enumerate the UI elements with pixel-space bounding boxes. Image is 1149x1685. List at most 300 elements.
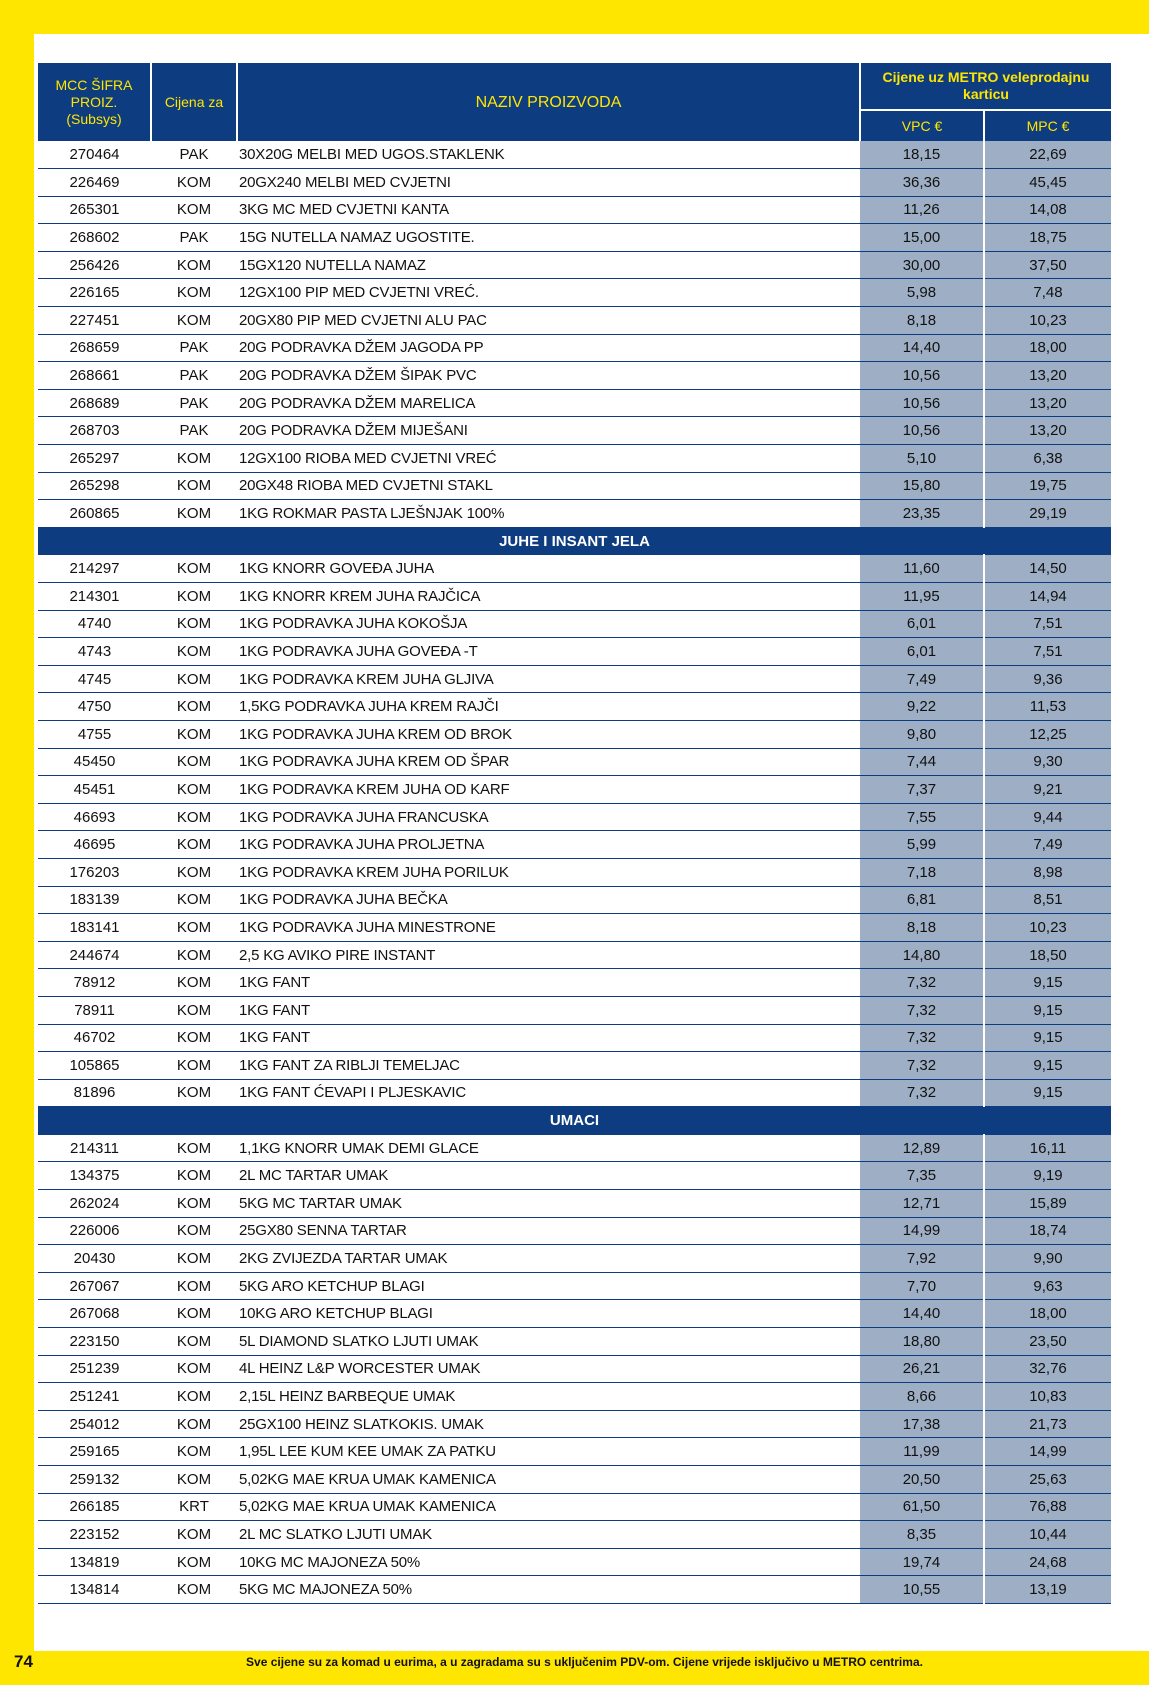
product-name: 10KG MC MAJONEZA 50%: [237, 1548, 860, 1576]
unit-column-header: Cijena za: [151, 63, 237, 141]
table-row: [38, 1328, 1111, 1356]
price-unit: PAK: [151, 389, 237, 417]
product-code: 46695: [38, 831, 151, 859]
table-row: [38, 1493, 1111, 1521]
product-code: 4755: [38, 720, 151, 748]
table-row: [38, 1052, 1111, 1080]
vpc-price: 14,40: [860, 334, 984, 362]
mpc-price: 18,50: [984, 941, 1111, 969]
vpc-price: 10,56: [860, 389, 984, 417]
mpc-price: 8,51: [984, 886, 1111, 914]
product-name: 5,02KG MAE KRUA UMAK KAMENICA: [237, 1493, 860, 1521]
price-unit: KOM: [151, 1328, 237, 1356]
price-unit: KOM: [151, 1134, 237, 1162]
mpc-price: 7,51: [984, 610, 1111, 638]
product-name: 15GX120 NUTELLA NAMAZ: [237, 251, 860, 279]
price-unit: PAK: [151, 417, 237, 445]
price-unit: KOM: [151, 996, 237, 1024]
product-code: 4745: [38, 665, 151, 693]
vpc-price: 61,50: [860, 1493, 984, 1521]
product-code: 262024: [38, 1190, 151, 1218]
mpc-price: 9,21: [984, 776, 1111, 804]
product-code: 46693: [38, 803, 151, 831]
price-unit: KOM: [151, 941, 237, 969]
mpc-price: 9,15: [984, 996, 1111, 1024]
vpc-price: 5,98: [860, 279, 984, 307]
footer-note: Sve cijene su za komad u eurima, a u zagradama su s uključenim PDV-om. Cijene vrijede isključivo u METRO centrima.: [246, 1655, 923, 1669]
table-row: [38, 1383, 1111, 1411]
product-name: 20GX80 PIP MED CVJETNI ALU PAC: [237, 307, 860, 335]
vpc-price: 15,00: [860, 224, 984, 252]
price-unit: KOM: [151, 1355, 237, 1383]
vpc-price: 6,81: [860, 886, 984, 914]
mpc-price: 25,63: [984, 1466, 1111, 1494]
vpc-price: 5,99: [860, 831, 984, 859]
price-unit: KOM: [151, 1521, 237, 1549]
product-code: 251241: [38, 1383, 151, 1411]
price-unit: KOM: [151, 583, 237, 611]
table-row: [38, 886, 1111, 914]
product-code: 260865: [38, 500, 151, 528]
price-unit: KOM: [151, 1466, 237, 1494]
mpc-price: 7,49: [984, 831, 1111, 859]
table-row: [38, 500, 1111, 528]
product-name: 1,1KG KNORR UMAK DEMI GLACE: [237, 1134, 860, 1162]
price-unit: KOM: [151, 1410, 237, 1438]
mpc-price: 9,15: [984, 1052, 1111, 1080]
table-row: [38, 169, 1111, 197]
price-unit: KOM: [151, 858, 237, 886]
vpc-price: 7,55: [860, 803, 984, 831]
mpc-price: 10,23: [984, 307, 1111, 335]
mpc-price: 13,20: [984, 362, 1111, 390]
vpc-price: 14,40: [860, 1300, 984, 1328]
price-unit: KOM: [151, 1190, 237, 1218]
price-unit: PAK: [151, 362, 237, 390]
price-unit: KOM: [151, 776, 237, 804]
product-code: 214311: [38, 1134, 151, 1162]
product-name: 1KG FANT ĆEVAPI I PLJESKAVIC: [237, 1079, 860, 1107]
vpc-price: 7,18: [860, 858, 984, 886]
table-header: [38, 63, 1111, 141]
product-name: 3KG MC MED CVJETNI KANTA: [237, 196, 860, 224]
product-name: 12GX100 RIOBA MED CVJETNI VREĆ: [237, 445, 860, 473]
table-row: [38, 969, 1111, 997]
mpc-price: 23,50: [984, 1328, 1111, 1356]
mpc-price: 14,99: [984, 1438, 1111, 1466]
product-code: 226469: [38, 169, 151, 197]
table-row: [38, 693, 1111, 721]
vpc-price: 7,44: [860, 748, 984, 776]
product-name: 15G NUTELLA NAMAZ UGOSTITE.: [237, 224, 860, 252]
product-name: 2KG ZVIJEZDA TARTAR UMAK: [237, 1245, 860, 1273]
product-code: 4743: [38, 638, 151, 666]
product-code: 266185: [38, 1493, 151, 1521]
product-name: 20G PODRAVKA DŽEM JAGODA PP: [237, 334, 860, 362]
table-row: [38, 1190, 1111, 1218]
mpc-price: 10,23: [984, 914, 1111, 942]
vpc-price: 7,35: [860, 1162, 984, 1190]
product-code: 20430: [38, 1245, 151, 1273]
price-unit: KOM: [151, 610, 237, 638]
product-code: 214297: [38, 555, 151, 583]
table-row: [38, 996, 1111, 1024]
price-unit: KOM: [151, 886, 237, 914]
vpc-price: 14,80: [860, 941, 984, 969]
product-name: 1KG PODRAVKA JUHA BEČKA: [237, 886, 860, 914]
table-row: [38, 1576, 1111, 1604]
mpc-price: 24,68: [984, 1548, 1111, 1576]
table-row: [38, 196, 1111, 224]
product-code: 183141: [38, 914, 151, 942]
product-name: 2L MC SLATKO LJUTI UMAK: [237, 1521, 860, 1549]
vpc-price: 5,10: [860, 445, 984, 473]
table-row: [38, 1355, 1111, 1383]
product-name: 1KG FANT ZA RIBLJI TEMELJAC: [237, 1052, 860, 1080]
vpc-price: 6,01: [860, 610, 984, 638]
table-row: [38, 251, 1111, 279]
vpc-price: 12,71: [860, 1190, 984, 1218]
product-name: 20G PODRAVKA DŽEM MIJEŠANI: [237, 417, 860, 445]
price-unit: KOM: [151, 251, 237, 279]
product-name: 1,5KG PODRAVKA JUHA KREM RAJČI: [237, 693, 860, 721]
section-title: UMACI: [38, 1107, 1111, 1135]
product-name: 1KG PODRAVKA JUHA MINESTRONE: [237, 914, 860, 942]
product-name: 1KG PODRAVKA JUHA PROLJETNA: [237, 831, 860, 859]
table-row: [38, 1466, 1111, 1494]
table-row: [38, 1300, 1111, 1328]
mpc-price: 18,74: [984, 1217, 1111, 1245]
product-name: 1KG PODRAVKA KREM JUHA OD KARF: [237, 776, 860, 804]
table-row: [38, 1272, 1111, 1300]
price-unit: PAK: [151, 224, 237, 252]
mpc-price: 11,53: [984, 693, 1111, 721]
table-row: [38, 141, 1111, 169]
vpc-price: 11,26: [860, 196, 984, 224]
mpc-price: 16,11: [984, 1134, 1111, 1162]
mpc-price: 18,75: [984, 224, 1111, 252]
price-unit: KRT: [151, 1493, 237, 1521]
vpc-price: 9,80: [860, 720, 984, 748]
vpc-price: 17,38: [860, 1410, 984, 1438]
mpc-price: 9,15: [984, 1079, 1111, 1107]
table-row: [38, 1134, 1111, 1162]
product-code: 45450: [38, 748, 151, 776]
product-name: 30X20G MELBI MED UGOS.STAKLENK: [237, 141, 860, 169]
vpc-price: 15,80: [860, 472, 984, 500]
price-unit: KOM: [151, 169, 237, 197]
product-code: 45451: [38, 776, 151, 804]
product-code: 259165: [38, 1438, 151, 1466]
vpc-price: 7,32: [860, 996, 984, 1024]
product-name: 1KG KNORR GOVEĐA JUHA: [237, 555, 860, 583]
price-group-header: Cijene uz METRO veleprodajnu karticu: [860, 63, 1111, 110]
mpc-price: 10,83: [984, 1383, 1111, 1411]
price-unit: KOM: [151, 1245, 237, 1273]
table-row: [38, 914, 1111, 942]
table-row: [38, 748, 1111, 776]
vpc-price: 11,95: [860, 583, 984, 611]
product-name: 1KG PODRAVKA JUHA KOKOŠJA: [237, 610, 860, 638]
table-row: [38, 941, 1111, 969]
mpc-price: 14,08: [984, 196, 1111, 224]
product-name: 1KG PODRAVKA KREM JUHA GLJIVA: [237, 665, 860, 693]
table-row: [38, 638, 1111, 666]
vpc-price: 7,32: [860, 1079, 984, 1107]
vpc-price: 10,55: [860, 1576, 984, 1604]
vpc-column-header: VPC €: [860, 110, 984, 141]
product-name: 2L MC TARTAR UMAK: [237, 1162, 860, 1190]
product-name: 20G PODRAVKA DŽEM ŠIPAK PVC: [237, 362, 860, 390]
product-code: 183139: [38, 886, 151, 914]
product-name: 1KG FANT: [237, 969, 860, 997]
product-code: 244674: [38, 941, 151, 969]
mpc-price: 9,30: [984, 748, 1111, 776]
vpc-price: 11,60: [860, 555, 984, 583]
table-row: [38, 279, 1111, 307]
table-row: [38, 858, 1111, 886]
product-code: 78912: [38, 969, 151, 997]
mpc-price: 10,44: [984, 1521, 1111, 1549]
table-row: [38, 1410, 1111, 1438]
price-unit: KOM: [151, 1300, 237, 1328]
product-code: 4750: [38, 693, 151, 721]
mpc-price: 9,63: [984, 1272, 1111, 1300]
vpc-price: 7,37: [860, 776, 984, 804]
vpc-price: 8,66: [860, 1383, 984, 1411]
mpc-price: 15,89: [984, 1190, 1111, 1218]
price-unit: KOM: [151, 1548, 237, 1576]
price-unit: KOM: [151, 1052, 237, 1080]
vpc-price: 10,56: [860, 362, 984, 390]
product-name: 1KG ROKMAR PASTA LJEŠNJAK 100%: [237, 500, 860, 528]
product-code: 268659: [38, 334, 151, 362]
price-unit: KOM: [151, 1024, 237, 1052]
vpc-price: 12,89: [860, 1134, 984, 1162]
vpc-price: 9,22: [860, 693, 984, 721]
vpc-price: 7,92: [860, 1245, 984, 1273]
mpc-price: 19,75: [984, 472, 1111, 500]
product-name: 10KG ARO KETCHUP BLAGI: [237, 1300, 860, 1328]
price-unit: KOM: [151, 1217, 237, 1245]
product-name: 25GX80 SENNA TARTAR: [237, 1217, 860, 1245]
table-row: [38, 555, 1111, 583]
price-unit: KOM: [151, 1438, 237, 1466]
mpc-price: 13,20: [984, 417, 1111, 445]
product-code: 254012: [38, 1410, 151, 1438]
price-unit: KOM: [151, 500, 237, 528]
product-code: 256426: [38, 251, 151, 279]
product-name: 20G PODRAVKA DŽEM MARELICA: [237, 389, 860, 417]
vpc-price: 20,50: [860, 1466, 984, 1494]
mpc-price: 9,15: [984, 1024, 1111, 1052]
product-name: 1,95L LEE KUM KEE UMAK ZA PATKU: [237, 1438, 860, 1466]
vpc-price: 18,15: [860, 141, 984, 169]
price-unit: KOM: [151, 831, 237, 859]
table-body: [38, 141, 1111, 1603]
table-row: [38, 665, 1111, 693]
mpc-price: 7,51: [984, 638, 1111, 666]
product-name: 1KG FANT: [237, 996, 860, 1024]
table-row: [38, 803, 1111, 831]
product-name: 5KG MC TARTAR UMAK: [237, 1190, 860, 1218]
table-row: [38, 389, 1111, 417]
product-name: 20GX48 RIOBA MED CVJETNI STAKL: [237, 472, 860, 500]
price-unit: KOM: [151, 1383, 237, 1411]
mpc-price: 9,15: [984, 969, 1111, 997]
product-code: 4740: [38, 610, 151, 638]
mpc-price: 18,00: [984, 1300, 1111, 1328]
mpc-column-header: MPC €: [984, 110, 1111, 141]
product-code: 268703: [38, 417, 151, 445]
price-unit: KOM: [151, 969, 237, 997]
vpc-price: 8,18: [860, 914, 984, 942]
table-row: [38, 362, 1111, 390]
vpc-price: 8,18: [860, 307, 984, 335]
name-column-header: NAZIV PROIZVODA: [237, 63, 860, 141]
vpc-price: 18,80: [860, 1328, 984, 1356]
price-unit: KOM: [151, 1576, 237, 1604]
product-name: 1KG PODRAVKA JUHA GOVEĐA -T: [237, 638, 860, 666]
mpc-price: 13,20: [984, 389, 1111, 417]
mpc-price: 32,76: [984, 1355, 1111, 1383]
product-code: 270464: [38, 141, 151, 169]
product-name: 2,5 KG AVIKO PIRE INSTANT: [237, 941, 860, 969]
product-code: 227451: [38, 307, 151, 335]
product-code: 223150: [38, 1328, 151, 1356]
product-name: 25GX100 HEINZ SLATKOKIS. UMAK: [237, 1410, 860, 1438]
price-unit: KOM: [151, 1079, 237, 1107]
vpc-price: 7,32: [860, 1024, 984, 1052]
mpc-price: 9,36: [984, 665, 1111, 693]
product-code: 268661: [38, 362, 151, 390]
table-row: [38, 720, 1111, 748]
price-unit: KOM: [151, 803, 237, 831]
vpc-price: 30,00: [860, 251, 984, 279]
table-row: [38, 1217, 1111, 1245]
product-name: 1KG PODRAVKA KREM JUHA PORILUK: [237, 858, 860, 886]
product-code: 134819: [38, 1548, 151, 1576]
mpc-price: 76,88: [984, 1493, 1111, 1521]
vpc-price: 7,32: [860, 969, 984, 997]
table-row: [38, 1245, 1111, 1273]
vpc-price: 10,56: [860, 417, 984, 445]
price-unit: PAK: [151, 141, 237, 169]
mpc-price: 29,19: [984, 500, 1111, 528]
product-code: 268689: [38, 389, 151, 417]
product-name: 1KG PODRAVKA JUHA KREM OD BROK: [237, 720, 860, 748]
product-code: 267067: [38, 1272, 151, 1300]
price-unit: KOM: [151, 748, 237, 776]
product-name: 1KG KNORR KREM JUHA RAJČICA: [237, 583, 860, 611]
table-row: [38, 334, 1111, 362]
mpc-price: 21,73: [984, 1410, 1111, 1438]
vpc-price: 36,36: [860, 169, 984, 197]
table-row: [38, 445, 1111, 473]
mpc-price: 14,94: [984, 583, 1111, 611]
product-name: 4L HEINZ L&P WORCESTER UMAK: [237, 1355, 860, 1383]
price-unit: KOM: [151, 720, 237, 748]
price-table: [38, 63, 1111, 1604]
section-title: JUHE I INSANT JELA: [38, 527, 1111, 555]
vpc-price: 7,32: [860, 1052, 984, 1080]
product-code: 46702: [38, 1024, 151, 1052]
mpc-price: 9,90: [984, 1245, 1111, 1273]
vpc-price: 26,21: [860, 1355, 984, 1383]
price-unit: KOM: [151, 555, 237, 583]
table-row: [38, 583, 1111, 611]
mpc-price: 22,69: [984, 141, 1111, 169]
table-row: [38, 1162, 1111, 1190]
price-unit: PAK: [151, 334, 237, 362]
mpc-price: 13,19: [984, 1576, 1111, 1604]
table-row: [38, 1438, 1111, 1466]
product-name: 5L DIAMOND SLATKO LJUTI UMAK: [237, 1328, 860, 1356]
table-row: [38, 1024, 1111, 1052]
table-row: [38, 224, 1111, 252]
product-code: 176203: [38, 858, 151, 886]
vpc-price: 7,70: [860, 1272, 984, 1300]
product-code: 78911: [38, 996, 151, 1024]
product-name: 1KG PODRAVKA JUHA FRANCUSKA: [237, 803, 860, 831]
product-name: 2,15L HEINZ BARBEQUE UMAK: [237, 1383, 860, 1411]
price-unit: KOM: [151, 1272, 237, 1300]
product-name: 1KG FANT: [237, 1024, 860, 1052]
table-row: [38, 1079, 1111, 1107]
table-row: [38, 1521, 1111, 1549]
product-code: 268602: [38, 224, 151, 252]
product-name: 5,02KG MAE KRUA UMAK KAMENICA: [237, 1466, 860, 1494]
product-code: 105865: [38, 1052, 151, 1080]
mpc-price: 14,50: [984, 555, 1111, 583]
price-unit: KOM: [151, 472, 237, 500]
price-unit: KOM: [151, 638, 237, 666]
price-unit: KOM: [151, 445, 237, 473]
vpc-price: 19,74: [860, 1548, 984, 1576]
price-unit: KOM: [151, 665, 237, 693]
product-code: 226165: [38, 279, 151, 307]
product-name: 5KG MC MAJONEZA 50%: [237, 1576, 860, 1604]
table-row: [38, 776, 1111, 804]
vpc-price: 23,35: [860, 500, 984, 528]
price-unit: KOM: [151, 1162, 237, 1190]
code-column-header: MCC ŠIFRA PROIZ. (Subsys): [38, 63, 151, 141]
mpc-price: 6,38: [984, 445, 1111, 473]
mpc-price: 8,98: [984, 858, 1111, 886]
product-code: 134814: [38, 1576, 151, 1604]
vpc-price: 11,99: [860, 1438, 984, 1466]
price-unit: KOM: [151, 307, 237, 335]
price-unit: KOM: [151, 196, 237, 224]
product-code: 81896: [38, 1079, 151, 1107]
price-unit: KOM: [151, 693, 237, 721]
mpc-price: 12,25: [984, 720, 1111, 748]
mpc-price: 18,00: [984, 334, 1111, 362]
vpc-price: 14,99: [860, 1217, 984, 1245]
product-code: 251239: [38, 1355, 151, 1383]
mpc-price: 45,45: [984, 169, 1111, 197]
product-code: 265301: [38, 196, 151, 224]
table-row: [38, 610, 1111, 638]
section-header: [38, 1107, 1111, 1135]
table-row: [38, 831, 1111, 859]
vpc-price: 7,49: [860, 665, 984, 693]
product-code: 226006: [38, 1217, 151, 1245]
vpc-price: 6,01: [860, 638, 984, 666]
table-row: [38, 1548, 1111, 1576]
product-code: 265298: [38, 472, 151, 500]
product-name: 5KG ARO KETCHUP BLAGI: [237, 1272, 860, 1300]
